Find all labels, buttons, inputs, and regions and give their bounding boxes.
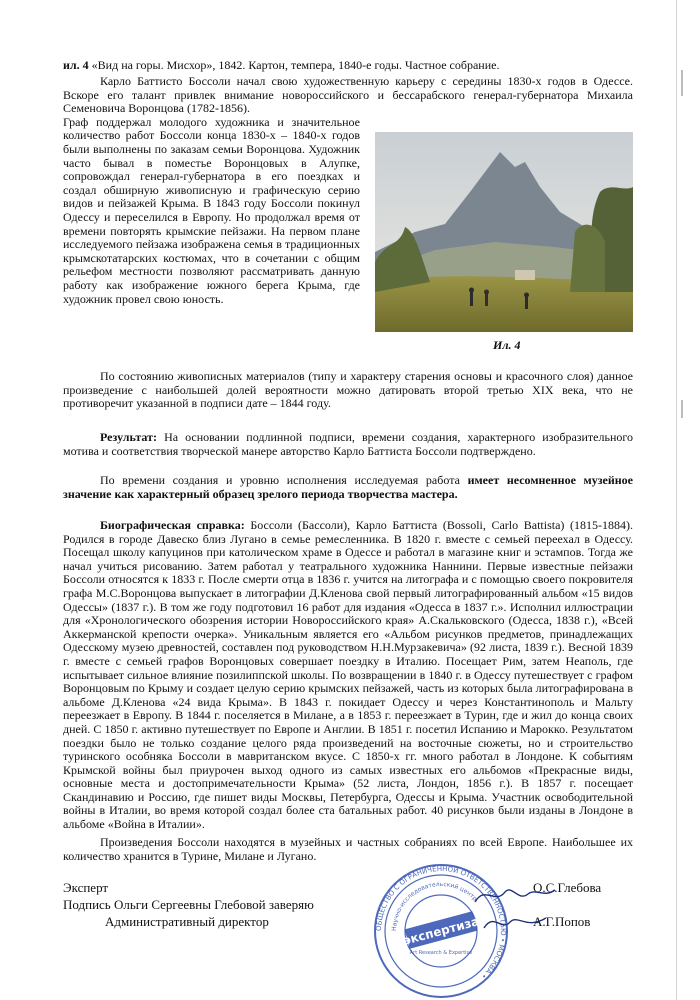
value-bold-text: имеет несомненное музейное значение как характерный образец зрелого периода творчества мастера. <box>63 473 634 501</box>
edge-mark <box>681 400 683 418</box>
expert-signature <box>470 880 560 910</box>
stamp-center-word: экспертиза <box>401 914 481 948</box>
expert-label: Эксперт <box>63 880 109 895</box>
painting-figure <box>368 132 633 362</box>
stamp-center-small: Art Research & Expertise <box>409 950 473 956</box>
director-signature <box>480 908 550 936</box>
value-text: По времени создания и уровню исполнения исследуемая работа <box>100 473 460 487</box>
intro-section <box>63 74 633 366</box>
director-name: А.Г.Попов <box>533 914 591 929</box>
page-edge <box>676 0 677 1000</box>
biography-text: Боссоли (Бассоли), Карло Баттиста (Bossoli, Carlo Battista) (1815-1884). Родился в городе Давеско близ Лугано в семье ремесленника. В 1820 г. вместе с семьей переехал в Одессу. Посещал школу капуцинов при католическом храме в Одессе и работал в магазине книг и эстампов. Тогда же начал учиться рисованию. Затем работал у театрального художника Наннини. Первые известные пейзажи Боссоли относятся к 1833 г. После смерти отца в 1836 г. учится на литографа и с помощью своего покровителя графа М.С.Воронцова выпускает в литографии Д.Кленова свой первый литографированный альбом «15 видов Одессы» (1837 г.). В том же году подготовил 16 работ для издания «Одесса в 1837 г.». Исполнил иллюстрации для «Хронологического обозрения истории Новороссийского края» А.Скальковского (Одесса, 1838 г.), «Всей Аккерманской крепости очерка». Уникальным является его «Альбом рисунков предметов, принадлежащих Одесскому музею древностей, составлен под руководством Н.Н.Мурзакевича» (92 листа, 1839 г.). Весной 1839 г. вместе с семьей графов Воронцовых совершает поездку в Италию. Посещает Рим, затем Неаполь, где испытывает сильное влияние позилиппской школы. По возвращении в 1840 г. в Одессу путешествует с графом Воронцовым по Крыму и создает целую серию крымских пейзажей, часть из которых была литографирована в альбоме Д.Кленова «24 вида Крыма». В 1843 г. покидает Одессу и через Константинополь и Мальту переезжает в Европу. В 1844 г. поселяется в Милане, а в 1853 г. переезжает в Турин, где и жил до конца своих дней. С 1850 г. активно путешествует по Европе и Англии. В 1851 г. посетил Испанию и Марокко. Результатом поездки было не только создание целого ряда произведений на восточные сюжеты, но и строительство туринского особняка Боссоли в мавританском вкусе. С 1850-х гг. много работал в Лондоне. К событиям Крымской войны был приурочен выход одного из самых известных его альбомов «Прекрасные виды, основные места и достопримечательности Крыма» (52 листа, Лондон, 1856 г.). В 1857 г. посещает Скандинавию и Россию, где пишет виды Москвы, Петербурга, Одессы и Крыма. Участник освободительной войны в Италии, во время которой создал более ста батальных работ. 40 рисунков были изданы в Лондоне в альбоме «Война в Италии». <box>63 518 634 832</box>
edge-mark <box>681 70 683 96</box>
stamp-outer-text: ОБЩЕСТВО С ОГРАНИЧЕННОЙ ОТВЕТСТВЕННОСТЬЮ • МОСКВА • <box>374 864 508 981</box>
biography-label: Биографическая справка: <box>100 518 245 532</box>
result-paragraph <box>63 431 633 458</box>
figure-heading-text: «Вид на горы. Мисхор», 1842. Картон, темпера, 1840-е годы. Частное собрание. <box>91 58 500 72</box>
stamp-inner-text: Научно-исследовательский центр <box>390 880 479 932</box>
intro-paragraph-start: Карло Баттисто Боссоли начал свою художественную карьеру с середины 1830-х годов в Одессе. Вскоре его талант привлек внимание новороссийского и бессарабского генерал-губернатора Михаила Семеновича Воронцова (1782-1856). <box>63 74 633 116</box>
intro-paragraph-rest: Граф поддержал молодого художника и значительное количество работ Боссоли конца 1830-х – 1840-х годов были выполнены по заказам семьи Воронцова. Художник часто бывал в поместье Воронцовых в Алупке, сопровождал генерал-губернатора в его поездках и создал обширную живописную и графическую серию видов и пейзажей Крыма. В 1843 году Боссоли покинул Одессу и переселился в Европу. Но продолжал время от времени повторять крымские пейзажи. На первом плане исследуемого пейзажа изображена семья в традиционных крымскотатарских костюмах, что в сочетании с общим рельефом местности позволяют рассматривать данную работу как изображение южного берега Крыма, где художник провел свою юность. <box>63 114 360 306</box>
collections-paragraph: Произведения Боссоли находятся в музейных и частных собраниях по всей Европе. Наибольшее их количество хранится в Турине, Милане и Лугано. <box>63 835 633 863</box>
biography-paragraph <box>63 519 633 832</box>
figure-heading <box>63 59 633 73</box>
value-paragraph <box>63 474 633 501</box>
expert-name: О.С.Глебова <box>533 880 602 895</box>
figure-caption: Ил. 4 <box>493 337 521 352</box>
figure-heading-label: ил. 4 <box>63 58 89 72</box>
dating-paragraph: По состоянию живописных материалов (типу и характеру старения основы и красочного слоя) данное произведение с наибольшей долей вероятности можно датировать второй третью XIX века, что не противоречит указанной в подписи дате – 1844 году. <box>63 369 633 411</box>
painting-image <box>375 132 633 332</box>
attest-label: Подпись Ольги Сергеевны Глебовой заверяю <box>63 897 314 912</box>
result-label: Результат: <box>100 430 158 444</box>
director-label: Административный директор <box>105 914 269 929</box>
result-text: На основании подлинной подписи, времени создания, характерного изобразительного мотива и соответствия творческой манере авторство Карло Баттиста Боссоли подтверждено. <box>63 430 634 458</box>
